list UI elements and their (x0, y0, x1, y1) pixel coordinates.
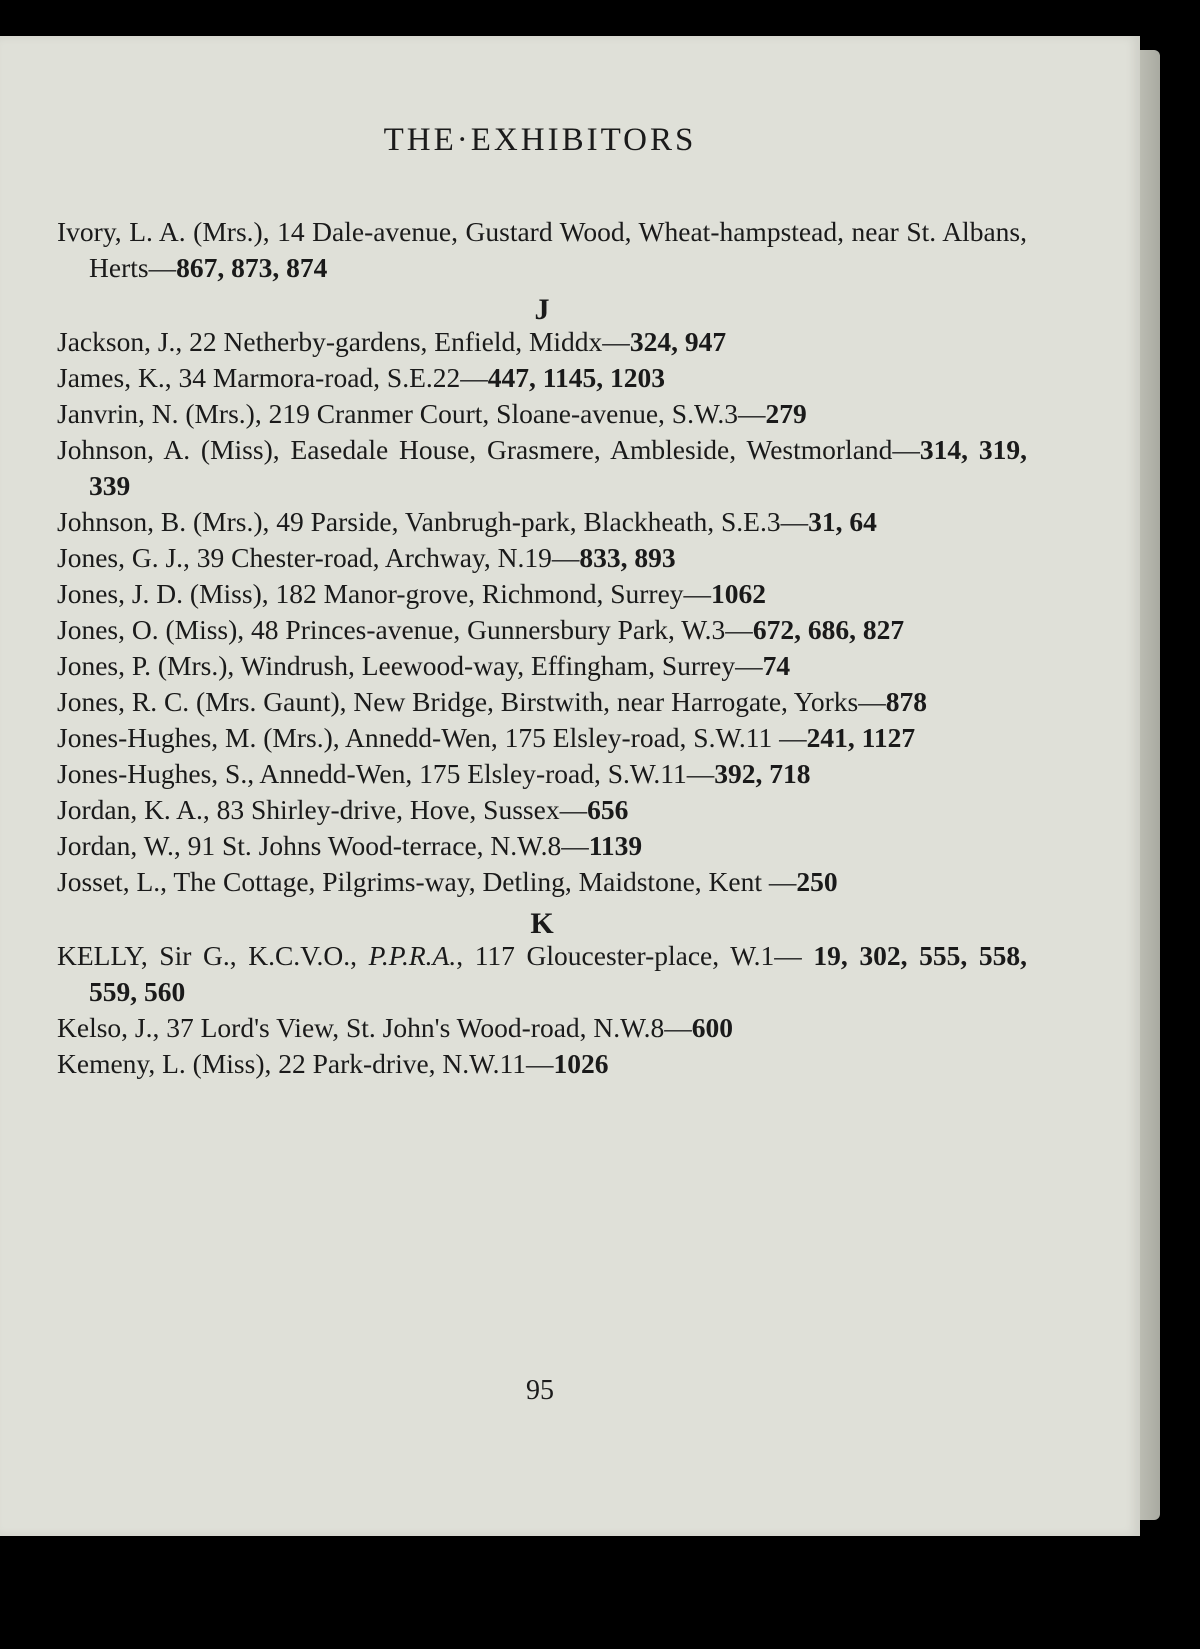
exhibitor-entry (57, 360, 1027, 396)
section-letter: K (530, 907, 554, 940)
exhibitor-entry (57, 828, 1027, 864)
exhibit-numbers: 314, 319, 339 (89, 434, 1027, 501)
exhibitor-address: Kelso, J., 37 Lord's View, St. John's Wood-road, N.W.8— (57, 1012, 692, 1043)
exhibitor-address: Kemeny, L. (Miss), 22 Park-drive, N.W.11— (57, 1048, 554, 1079)
exhibitor-address: Johnson, A. (Miss), Easedale House, Grasmere, Ambleside, Westmorland— (57, 434, 920, 465)
exhibit-numbers: 250 (796, 866, 838, 897)
exhibit-numbers: 878 (885, 686, 927, 717)
exhibitor-entry (57, 396, 1027, 432)
exhibitor-entry (57, 864, 1027, 900)
exhibitor-entry (57, 324, 1027, 360)
page-number: 95 (526, 1375, 554, 1406)
exhibit-numbers: 392, 718 (714, 758, 811, 789)
exhibitor-entry (57, 1010, 1027, 1046)
exhibitor-address: Josset, L., The Cottage, Pilgrims-way, Detling, Maidstone, Kent — (57, 866, 797, 897)
exhibitor-list (57, 214, 1027, 1082)
exhibitor-address: Jones, R. C. (Mrs. Gaunt), New Bridge, Birstwith, near Harrogate, Yorks— (57, 686, 886, 717)
exhibit-numbers: 324, 947 (629, 326, 727, 357)
exhibitor-entry (57, 540, 1027, 576)
exhibitor-entry (57, 214, 1027, 286)
exhibitor-address: Jordan, W., 91 St. Johns Wood-terrace, N.W.8— (57, 830, 589, 861)
exhibit-numbers: 279 (765, 398, 807, 429)
exhibit-numbers: 31, 64 (808, 506, 877, 537)
exhibit-numbers: 867, 873, 874 (176, 252, 328, 283)
exhibit-numbers: 447, 1145, 1203 (487, 362, 665, 393)
exhibit-numbers: 672, 686, 827 (752, 614, 905, 645)
exhibitor-entry (57, 938, 1027, 1010)
exhibitor-entry (57, 756, 1027, 792)
exhibit-numbers: 1026 (553, 1048, 609, 1079)
exhibit-numbers: 1062 (711, 578, 767, 609)
exhibit-numbers: 656 (587, 794, 629, 825)
exhibitor-address: Jackson, J., 22 Netherby-gardens, Enfield, Middx— (57, 326, 630, 357)
exhibitor-address: Jones, O. (Miss), 48 Princes-avenue, Gunnersbury Park, W.3— (57, 614, 753, 645)
exhibit-numbers: 241, 1127 (806, 722, 916, 753)
exhibitor-title: P.P.R.A. (368, 940, 457, 971)
exhibitor-address: Jones, G. J., 39 Chester-road, Archway, N.19— (57, 542, 580, 573)
exhibitor-entry (57, 504, 1027, 540)
exhibitor-address: Jones-Hughes, M. (Mrs.), Annedd-Wen, 175 Elsley-road, S.W.11 — (57, 722, 807, 753)
exhibitor-address: Johnson, B. (Mrs.), 49 Parside, Vanbrugh-park, Blackheath, S.E.3— (57, 506, 809, 537)
exhibitor-address: KELLY, Sir G., K.C.V.O., (57, 940, 369, 971)
exhibitor-address: James, K., 34 Marmora-road, S.E.22— (57, 362, 488, 393)
exhibitor-entry (57, 576, 1027, 612)
exhibit-numbers: 74 (762, 650, 791, 681)
exhibitor-entry (57, 612, 1027, 648)
exhibitor-address: Jones, P. (Mrs.), Windrush, Leewood-way, Effingham, Surrey— (57, 650, 763, 681)
exhibitor-address: Jordan, K. A., 83 Shirley-drive, Hove, Sussex— (57, 794, 588, 825)
exhibitor-address: Jones-Hughes, S., Annedd-Wen, 175 Elsley-road, S.W.11— (57, 758, 715, 789)
exhibitor-entry (57, 432, 1027, 504)
exhibitor-address: Jones, J. D. (Miss), 182 Manor-grove, Richmond, Surrey— (57, 578, 712, 609)
exhibit-numbers: 1139 (588, 830, 643, 861)
section-letter: J (534, 293, 550, 326)
exhibitor-entry (57, 684, 1027, 720)
exhibit-numbers: 833, 893 (579, 542, 676, 573)
running-head: THE·EXHIBITORS (383, 122, 697, 158)
exhibitor-address: Janvrin, N. (Mrs.), 219 Cranmer Court, Sloane-avenue, S.W.3— (57, 398, 766, 429)
exhibitor-entry (57, 792, 1027, 828)
exhibitor-entry (57, 1046, 1027, 1082)
exhibitor-entry (57, 720, 1027, 756)
exhibitor-entry (57, 648, 1027, 684)
exhibit-numbers: 600 (691, 1012, 733, 1043)
exhibitor-address: Ivory, L. A. (Mrs.), 14 Dale-avenue, Gustard Wood, Wheat-hampstead, near St. Albans, Herts— (57, 216, 1027, 283)
exhibit-numbers: 19, 302, 555, 558, 559, 560 (89, 940, 1027, 1007)
exhibitor-address-cont: , 117 Gloucester-place, W.1— (456, 940, 814, 971)
